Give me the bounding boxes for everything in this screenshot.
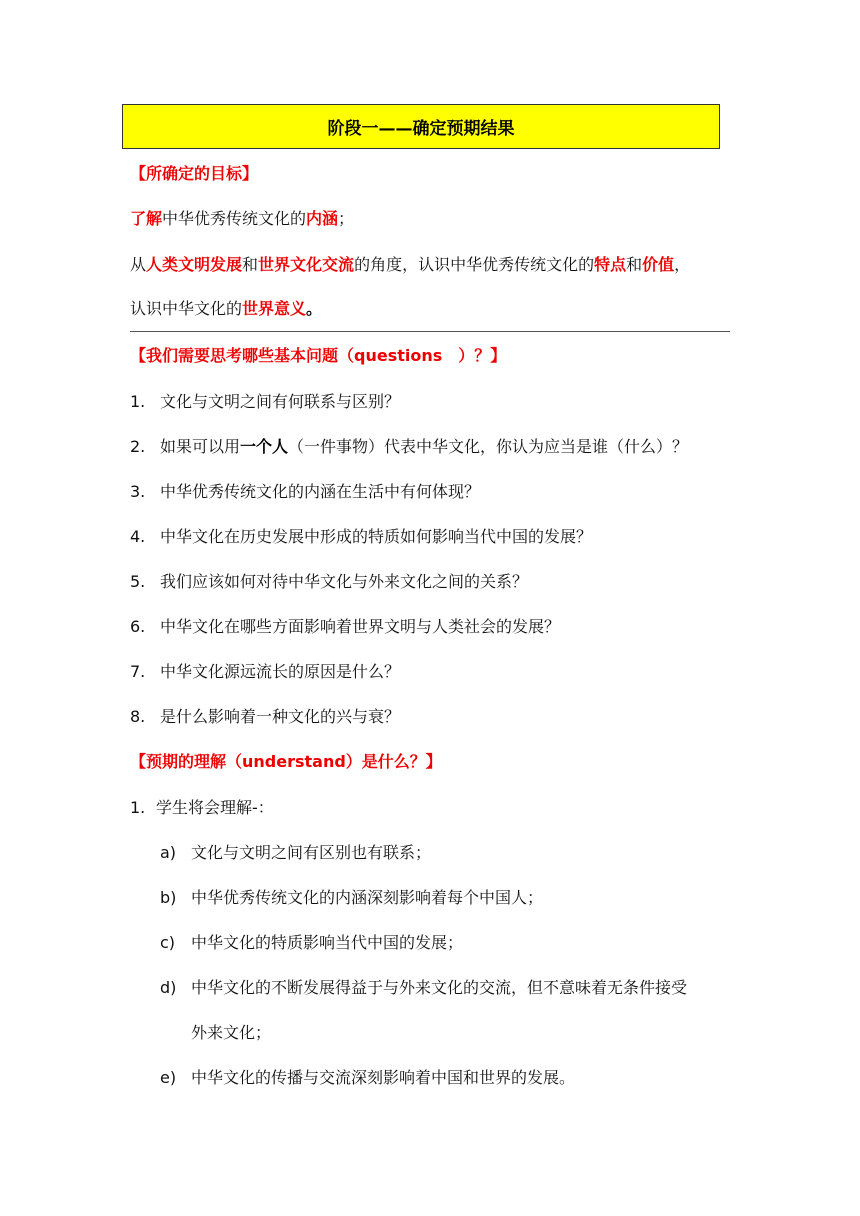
question-text: 中华文化在哪些方面影响着世界文明与人类社会的发展？ (160, 617, 561, 636)
question-number: 3. (130, 482, 146, 501)
goal-text: 的角度，认识中华优秀传统文化的 (354, 255, 595, 274)
goal-keyword-connotation: 内涵 (306, 209, 339, 228)
question-text: 中华文化源远流长的原因是什么？ (160, 662, 401, 681)
goal-punct: 。 (306, 299, 323, 318)
goal-text: 和 (626, 255, 643, 274)
goal-keyword-world-meaning: 世界意义 (242, 299, 307, 318)
question-text-post: （一件事物）代表中华文化，你认为应当是谁（什么）？ (288, 437, 689, 456)
question-number: 8. (130, 707, 146, 726)
goal-punct: ， (674, 255, 691, 274)
question-number: 6. (130, 617, 146, 636)
stage-title-box (122, 104, 720, 149)
question-number: 2. (130, 437, 146, 456)
section-divider (130, 331, 730, 332)
goal-line-3 (130, 298, 322, 320)
understand-letter: d) (160, 978, 177, 997)
goal-text: 认识中华文化的 (130, 299, 243, 318)
question-text: 中华优秀传统文化的内涵在生活中有何体现？ (160, 482, 481, 501)
goals-heading: 【所确定的目标】 (130, 164, 259, 183)
goal-keyword-understand: 了解 (130, 209, 163, 228)
goal-text: 从 (130, 255, 147, 274)
question-keyword: 一个人 (240, 437, 289, 456)
understand-text-continued: 外来文化； (191, 1023, 272, 1042)
understand-number: 1. (130, 798, 146, 817)
stage-title: 阶段一——确定预期结果 (327, 119, 515, 139)
question-number: 4. (130, 527, 146, 546)
understand-letter: b) (160, 888, 177, 907)
question-text: 中华文化在历史发展中形成的特质如何影响当代中国的发展？ (160, 527, 593, 546)
goal-punct: ； (338, 209, 355, 228)
question-text: 文化与文明之间有何联系与区别？ (160, 392, 401, 411)
understand-letter: e) (160, 1068, 177, 1087)
question-text: 我们应该如何对待中华文化与外来文化之间的关系？ (160, 572, 529, 591)
question-text: 是什么影响着一种文化的兴与衰？ (160, 707, 401, 726)
questions-heading: 【我们需要思考哪些基本问题（questions ）？】 (130, 346, 507, 365)
goal-text: 中华优秀传统文化的 (162, 209, 307, 228)
understand-letter: a) (160, 843, 177, 862)
goal-keyword-features: 特点 (594, 255, 627, 274)
goal-text: 和 (242, 255, 259, 274)
goal-keyword-civilization: 人类文明发展 (146, 255, 243, 274)
understand-lead-text: 学生将会理解-： (156, 798, 274, 817)
goal-line-1 (130, 208, 354, 230)
question-text (160, 436, 688, 458)
understand-text: 文化与文明之间有区别也有联系； (191, 843, 432, 862)
understand-text: 中华优秀传统文化的内涵深刻影响着每个中国人； (191, 888, 544, 907)
question-number: 5. (130, 572, 146, 591)
question-number: 1. (130, 392, 146, 411)
understand-text: 中华文化的不断发展得益于与外来文化的交流，但不意味着无条件接受 (191, 978, 688, 997)
question-number: 7. (130, 662, 146, 681)
goal-keyword-value: 价值 (642, 255, 675, 274)
understand-text: 中华文化的特质影响当代中国的发展； (191, 933, 464, 952)
understand-letter: c) (160, 933, 176, 952)
goal-keyword-exchange: 世界文化交流 (258, 255, 355, 274)
understand-heading: 【预期的理解（understand）是什么？】 (130, 752, 442, 771)
question-text-pre: 如果可以用 (160, 437, 241, 456)
understand-text: 中华文化的传播与交流深刻影响着中国和世界的发展。 (191, 1068, 576, 1087)
goal-line-2 (130, 254, 690, 276)
